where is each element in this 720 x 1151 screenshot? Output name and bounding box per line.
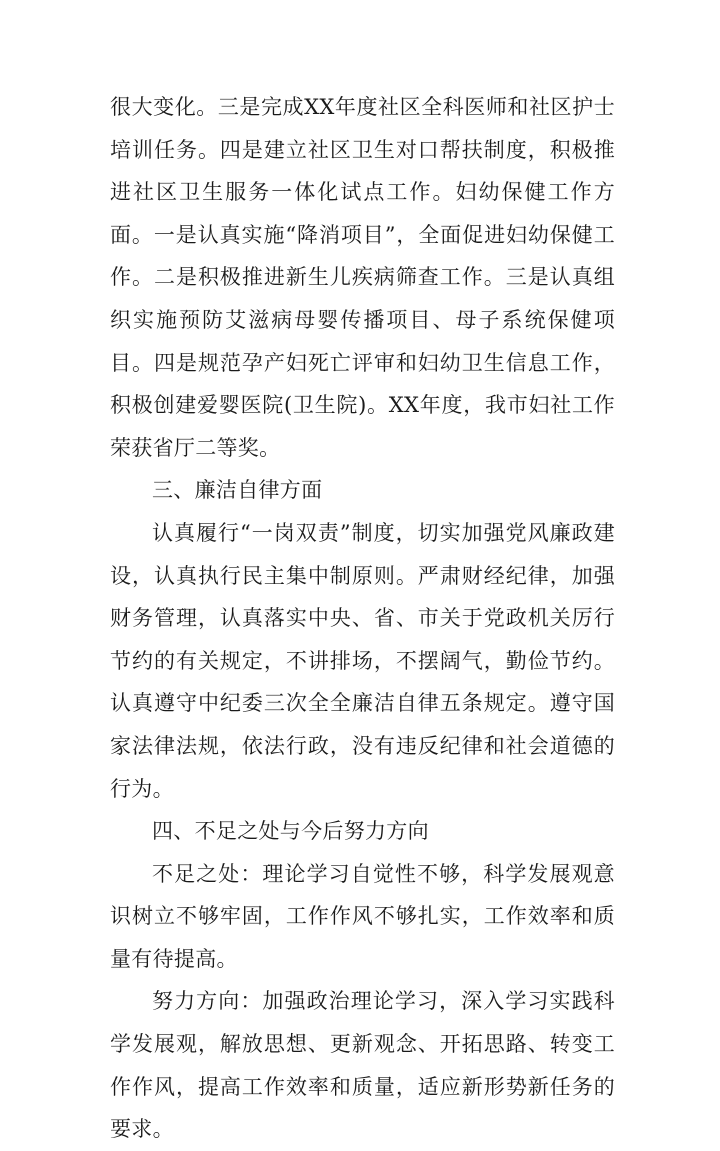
paragraph-shortcomings: 不足之处：理论学习自觉性不够，科学发展观意识树立不够牢固，工作作风不够扎实，工作效率和质量有待提高。 bbox=[110, 861, 615, 971]
paragraph-direction: 努力方向：加强政治理论学习，深入学习实践科学发展观，解放思想、更新观念、开拓思路、转变工作作风，提高工作效率和质量，适应新形势新任务的要求。 bbox=[110, 989, 615, 1142]
section-heading-integrity: 三、廉洁自律方面 bbox=[152, 478, 323, 503]
paragraph-continuation: 很大变化。三是完成XX年度社区全科医师和社区护士培训任务。四是建立社区卫生对口帮扶制度，积极推进社区卫生服务一体化试点工作。妇幼保健工作方面。一是认真实施“降消项目”，全面促进妇幼保健工作。二是积极推进新生儿疾病筛查工作。三是认真组织实施预防艾滋病母婴传播项目、母子系统保健项目。四是规范孕产妇死亡评审和妇幼卫生信息工作，积极创建爱婴医院(卫生院)。XX年度，我市妇社工作荣获省厅二等奖。 bbox=[110, 95, 615, 460]
paragraph-integrity: 认真履行“一岗双责”制度，切实加强党风廉政建设，认真执行民主集中制原则。严肃财经纪律，加强财务管理，认真落实中央、省、市关于党政机关厉行节约的有关规定，不讲排场，不摆阔气，勤俭节约。认真遵守中纪委三次全全廉洁自律五条规定。遵守国家法律法规，依法行政，没有违反纪律和社会道德的行为。 bbox=[110, 520, 615, 801]
document-body bbox=[110, 86, 615, 1151]
section-heading-shortcomings: 四、不足之处与今后努力方向 bbox=[152, 819, 429, 844]
